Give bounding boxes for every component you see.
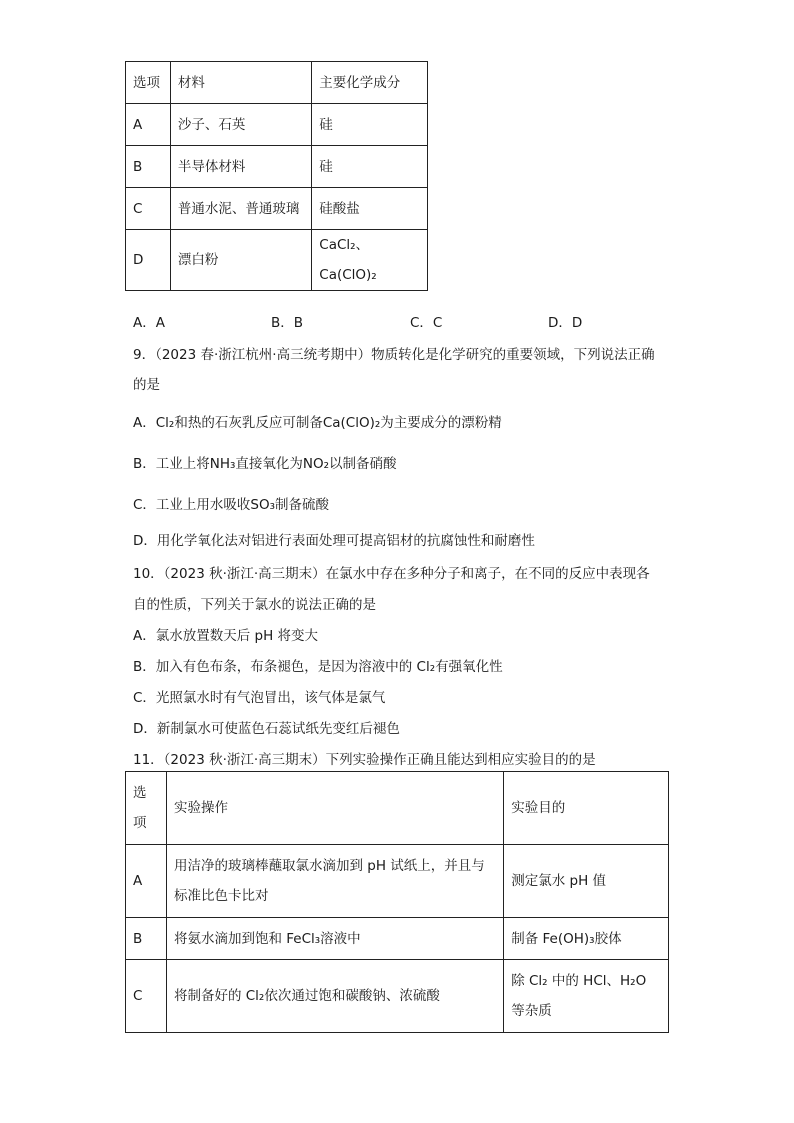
- header-cell: 实验操作: [166, 772, 503, 845]
- table-row: [126, 918, 669, 960]
- q8-options: [133, 311, 693, 329]
- table-row: [126, 230, 428, 291]
- q9-option-d[interactable]: D．用化学氧化法对铝进行表面处理可提高铝材的抗腐蚀性和耐磨性: [133, 533, 535, 549]
- table-cell: A: [126, 845, 167, 918]
- q10-option-b[interactable]: B．加入有色布条，布条褪色，是因为溶液中的 Cl₂有强氧化性: [133, 659, 503, 675]
- table-cell: D: [126, 230, 171, 291]
- table-cell: 将氨水滴加到饱和 FeCl₃溶液中: [166, 918, 503, 960]
- header-cell: 实验目的: [504, 772, 669, 845]
- table-cell: CaCl₂、Ca(ClO)₂: [312, 230, 428, 291]
- header-cell: 选项: [126, 772, 167, 845]
- table-cell: 除 Cl₂ 中的 HCl、H₂O 等杂质: [504, 960, 669, 1033]
- option-b[interactable]: B．B: [271, 315, 304, 331]
- table-cell: 硅酸盐: [312, 188, 428, 230]
- table-cell: 漂白粉: [170, 230, 311, 291]
- table-cell: B: [126, 918, 167, 960]
- table-cell: 测定氯水 pH 值: [504, 845, 669, 918]
- table-row: [126, 146, 428, 188]
- table-cell: C: [126, 188, 171, 230]
- q10-stem-line1: 10．（2023 秋·浙江·高三期末）在氯水中存在多种分子和离子，在不同的反应中表现各: [133, 566, 650, 582]
- table-cell: A: [126, 104, 171, 146]
- table-cell: 制备 Fe(OH)₃胶体: [504, 918, 669, 960]
- q9-option-a[interactable]: A．Cl₂和热的石灰乳反应可制备Ca(ClO)₂为主要成分的漂粉精: [133, 415, 502, 431]
- table-header-row: [126, 772, 669, 845]
- q10-option-c[interactable]: C．光照氯水时有气泡冒出，该气体是氯气: [133, 690, 386, 706]
- table-cell: 普通水泥、普通玻璃: [170, 188, 311, 230]
- table-cell: C: [126, 960, 167, 1033]
- header-cell: 主要化学成分: [312, 62, 428, 104]
- materials-table: [125, 61, 428, 291]
- table-header-row: [126, 62, 428, 104]
- table-cell: 将制备好的 Cl₂依次通过饱和碳酸钠、浓硫酸: [166, 960, 503, 1033]
- table-cell: B: [126, 146, 171, 188]
- table-row: [126, 104, 428, 146]
- header-cell: 材料: [170, 62, 311, 104]
- q9-option-c[interactable]: C．工业上用水吸收SO₃制备硫酸: [133, 497, 330, 513]
- table-cell: 硅: [312, 146, 428, 188]
- experiment-table: [125, 771, 669, 1033]
- q10-stem-line2: 自的性质，下列关于氯水的说法正确的是: [133, 597, 376, 613]
- q11-stem: 11．（2023 秋·浙江·高三期末）下列实验操作正确且能达到相应实验目的的是: [133, 752, 596, 768]
- table-row: [126, 188, 428, 230]
- option-d[interactable]: D．D: [548, 315, 583, 331]
- table-row: [126, 960, 669, 1033]
- header-cell: 选项: [126, 62, 171, 104]
- q9-stem-line1: 9．（2023 春·浙江杭州·高三统考期中）物质转化是化学研究的重要领域，下列说法正确: [133, 347, 655, 363]
- q9-option-b[interactable]: B．工业上将NH₃直接氧化为NO₂以制备硝酸: [133, 456, 397, 472]
- table-cell: 半导体材料: [170, 146, 311, 188]
- table-cell: 沙子、石英: [170, 104, 311, 146]
- q9-stem-line2: 的是: [133, 377, 160, 393]
- table-row: [126, 845, 669, 918]
- option-a[interactable]: A．A: [133, 315, 165, 331]
- q10-option-a[interactable]: A．氯水放置数天后 pH 将变大: [133, 628, 319, 644]
- table-cell: 用洁净的玻璃棒蘸取氯水滴加到 pH 试纸上，并且与标准比色卡比对: [166, 845, 503, 918]
- option-c[interactable]: C．C: [410, 315, 443, 331]
- table-cell: 硅: [312, 104, 428, 146]
- q10-option-d[interactable]: D．新制氯水可使蓝色石蕊试纸先变红后褪色: [133, 721, 400, 737]
